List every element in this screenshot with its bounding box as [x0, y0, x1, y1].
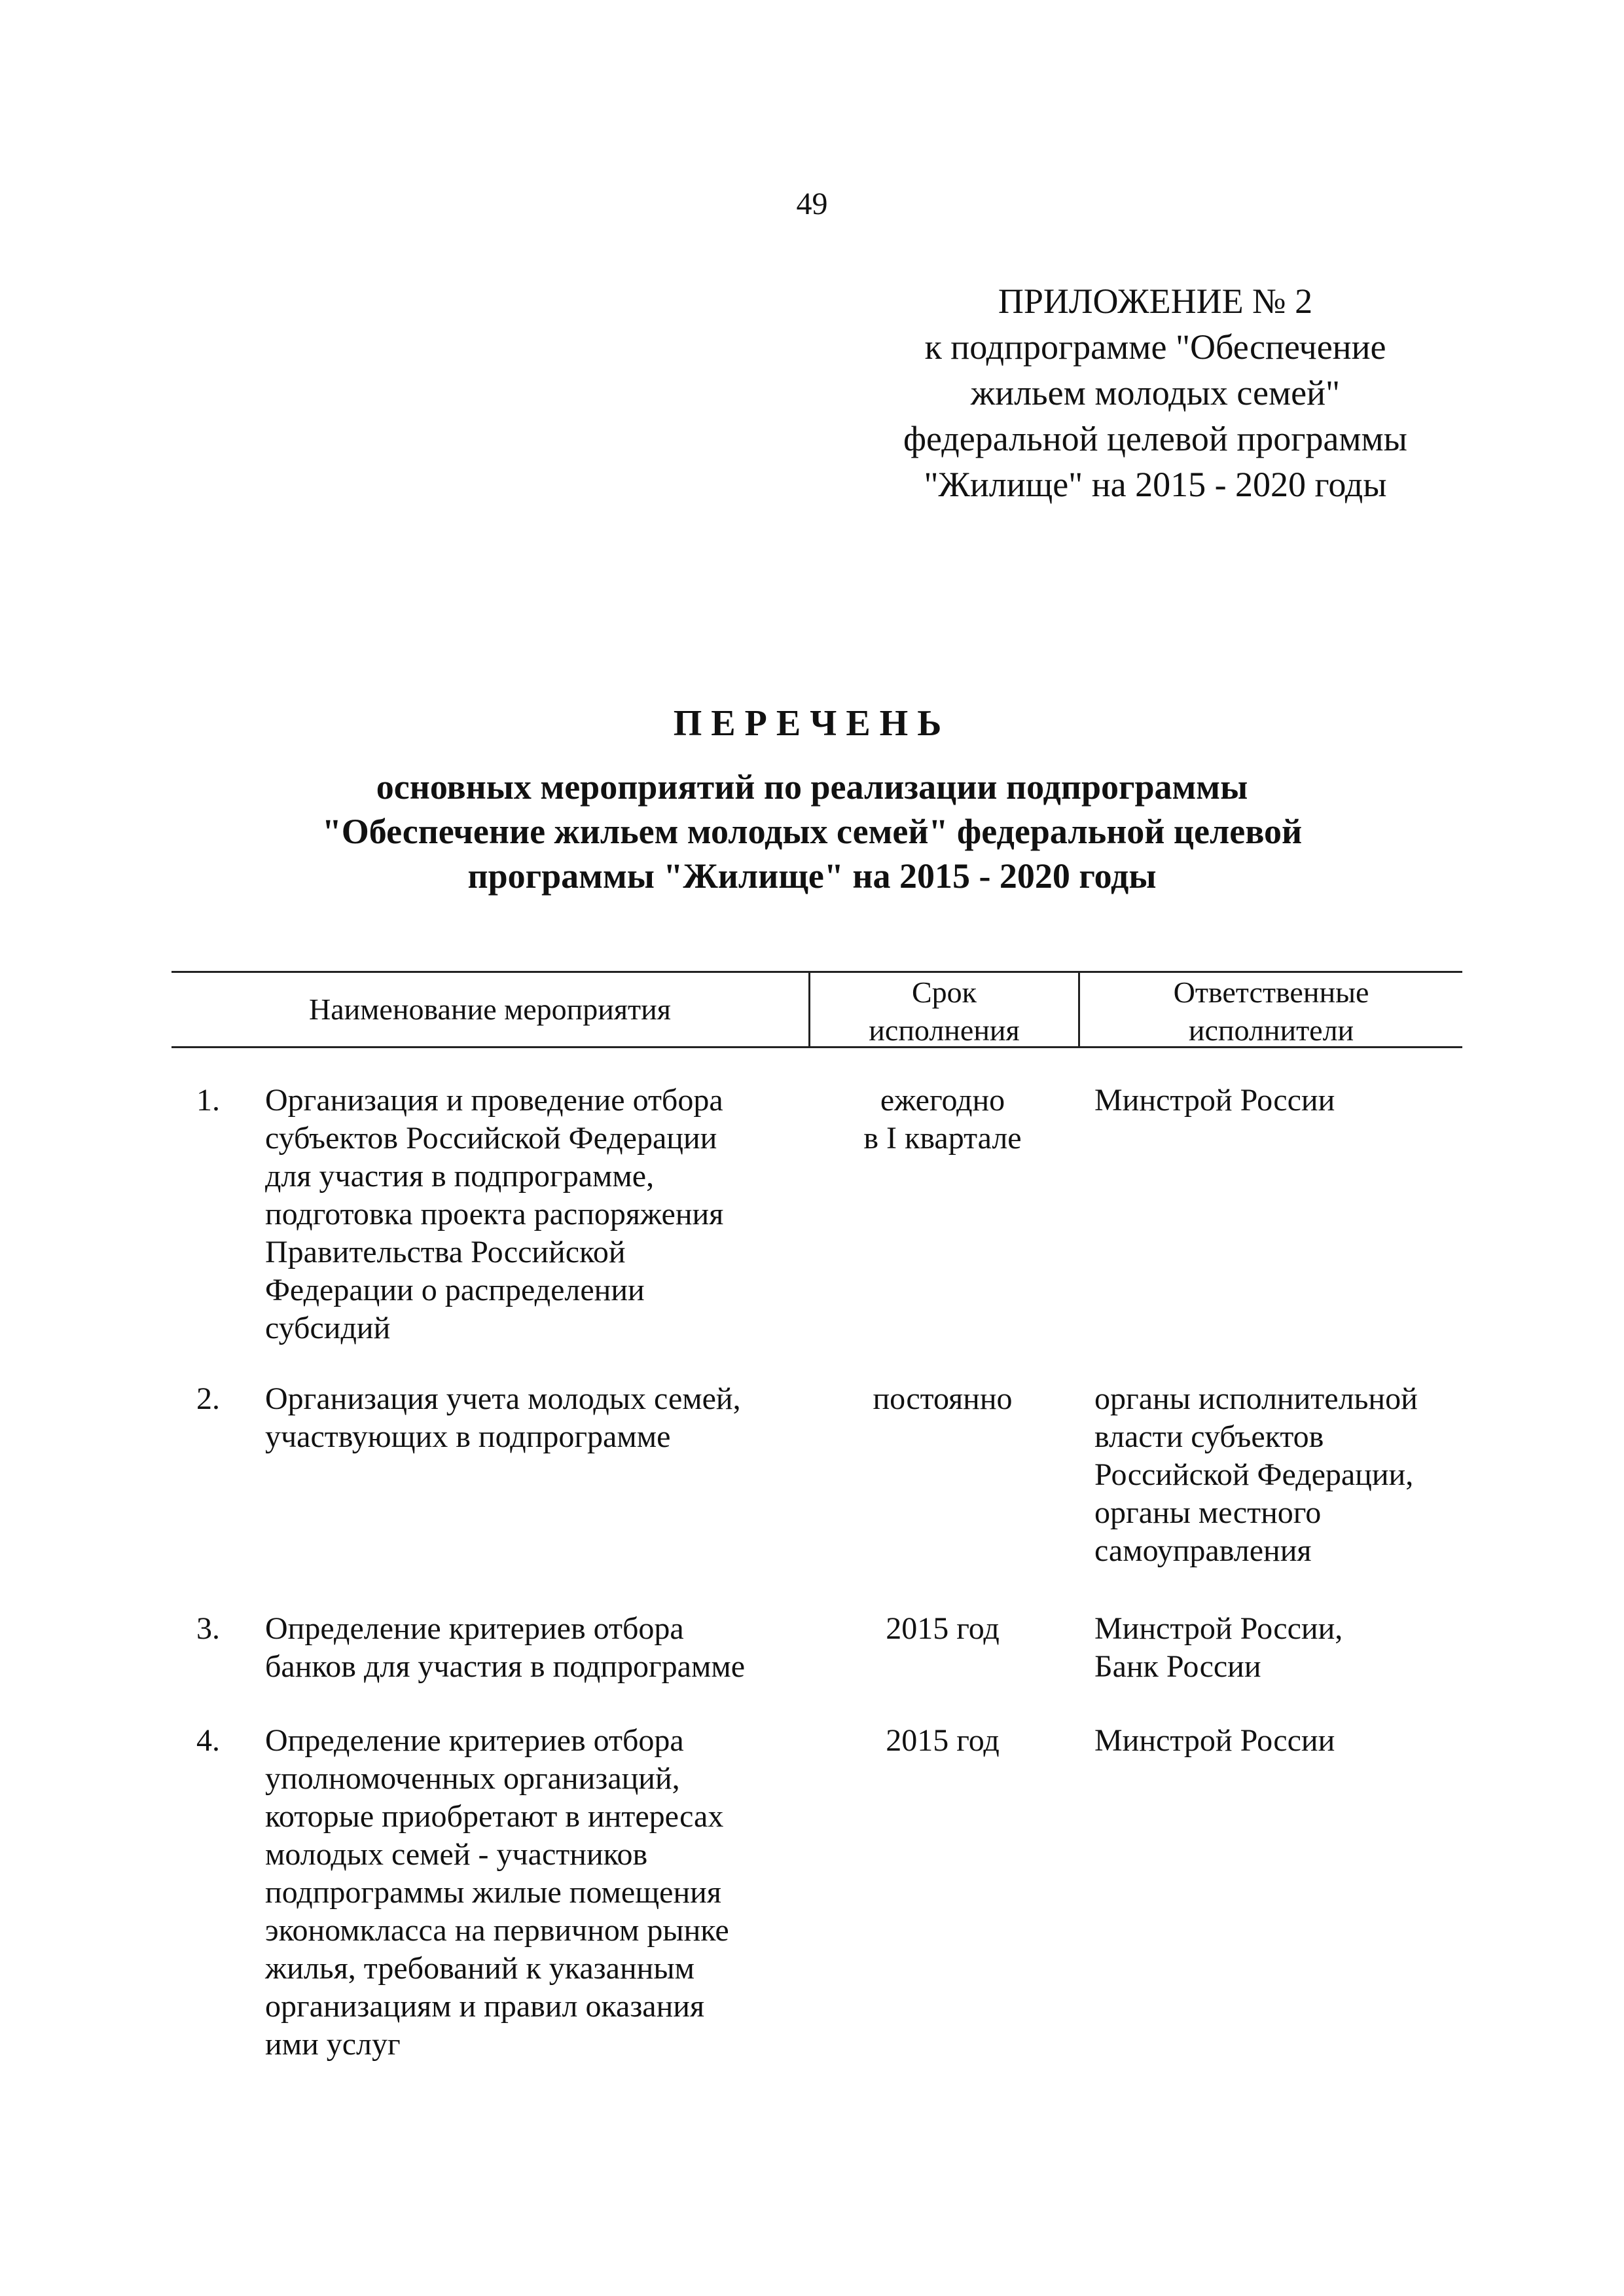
- table-top-rule: [171, 971, 1462, 973]
- text-line: Организация и проведение отбора: [265, 1083, 723, 1118]
- row-responsible: [1094, 1722, 1474, 1760]
- text-line: Минстрой России: [1094, 1723, 1335, 1758]
- text-line: организациям и правил оказания: [265, 1989, 705, 2024]
- subtitle-line: основных мероприятий по реализации подпрограммы: [376, 767, 1248, 807]
- page-number: 49: [796, 187, 828, 221]
- row-responsible: [1094, 1380, 1474, 1570]
- appendix-title: ПРИЛОЖЕНИЕ № 2: [998, 282, 1313, 321]
- table-header-term: [810, 974, 1078, 1049]
- document-subtitle: [0, 765, 1624, 898]
- text-line: 2015 год: [886, 1611, 1000, 1646]
- text-line: Банк России: [1094, 1649, 1261, 1684]
- text-line: уполномоченных организаций,: [265, 1761, 680, 1796]
- row-number: 1.: [196, 1083, 220, 1118]
- text-line: Правительства Российской: [265, 1235, 626, 1269]
- text-line: в I квартале: [863, 1121, 1022, 1156]
- row-activity-name: [265, 1722, 808, 2064]
- row-activity-name: [265, 1380, 808, 1456]
- text-line: власти субъектов: [1094, 1419, 1324, 1454]
- table-header-responsible: [1080, 974, 1462, 1049]
- text-line: жилья, требований к указанным: [265, 1951, 695, 1986]
- row-term: [812, 1082, 1074, 1157]
- text-line: Определение критериев отбора: [265, 1611, 684, 1646]
- text-line: которые приобретают в интересах: [265, 1799, 724, 1834]
- text-line: субсидий: [265, 1311, 391, 1345]
- table-header-resp-line: исполнители: [1188, 1013, 1354, 1047]
- text-line: Определение критериев отбора: [265, 1723, 684, 1758]
- text-line: Организация учета молодых семей,: [265, 1381, 741, 1416]
- text-line: ежегодно: [880, 1083, 1005, 1118]
- text-line: 2015 год: [886, 1723, 1000, 1758]
- row-term: [812, 1380, 1074, 1418]
- text-line: подготовка проекта распоряжения: [265, 1197, 724, 1231]
- text-line: органы исполнительной: [1094, 1381, 1418, 1416]
- row-term: [812, 1610, 1074, 1648]
- text-line: молодых семей - участников: [265, 1837, 648, 1872]
- subtitle-line: программы "Жилище" на 2015 - 2020 годы: [467, 856, 1157, 896]
- text-line: Минстрой России: [1094, 1083, 1335, 1118]
- text-line: экономкласса на первичном рынке: [265, 1913, 729, 1948]
- row-number: 3.: [196, 1611, 220, 1646]
- row-activity-name: [265, 1610, 808, 1686]
- text-line: банков для участия в подпрограмме: [265, 1649, 746, 1684]
- appendix-line: жильем молодых семей": [970, 373, 1341, 412]
- appendix-block: [851, 278, 1460, 507]
- text-line: подпрограммы жилые помещения: [265, 1875, 721, 1910]
- row-number: 2.: [196, 1381, 220, 1416]
- text-line: постоянно: [873, 1381, 1013, 1416]
- text-line: участвующих в подпрограмме: [265, 1419, 671, 1454]
- appendix-line: к подпрограмме "Обеспечение: [924, 327, 1386, 367]
- table-header-resp-line: Ответственные: [1173, 975, 1369, 1009]
- subtitle-line: "Обеспечение жильем молодых семей" федеральной целевой: [321, 812, 1303, 851]
- document-title: ПЕРЕЧЕНЬ: [673, 703, 951, 744]
- text-line: субъектов Российской Федерации: [265, 1121, 717, 1156]
- row-activity-name: [265, 1082, 808, 1347]
- appendix-line: федеральной целевой программы: [903, 419, 1407, 458]
- appendix-line: "Жилище" на 2015 - 2020 годы: [924, 465, 1387, 504]
- text-line: ими услуг: [265, 2027, 401, 2062]
- table-header-term-line: исполнения: [869, 1013, 1020, 1047]
- text-line: Минстрой России,: [1094, 1611, 1343, 1646]
- row-responsible: [1094, 1610, 1474, 1686]
- text-line: самоуправления: [1094, 1533, 1312, 1568]
- table-header-term-line: Срок: [911, 975, 977, 1009]
- row-responsible: [1094, 1082, 1474, 1120]
- title-block: [0, 701, 1624, 898]
- text-line: органы местного: [1094, 1495, 1322, 1530]
- text-line: для участия в подпрограмме,: [265, 1159, 655, 1194]
- text-line: Российской Федерации,: [1094, 1457, 1414, 1492]
- row-term: [812, 1722, 1074, 1760]
- text-line: Федерации о распределении: [265, 1273, 645, 1307]
- table-header-name: Наименование мероприятия: [309, 993, 671, 1026]
- row-number: 4.: [196, 1723, 220, 1758]
